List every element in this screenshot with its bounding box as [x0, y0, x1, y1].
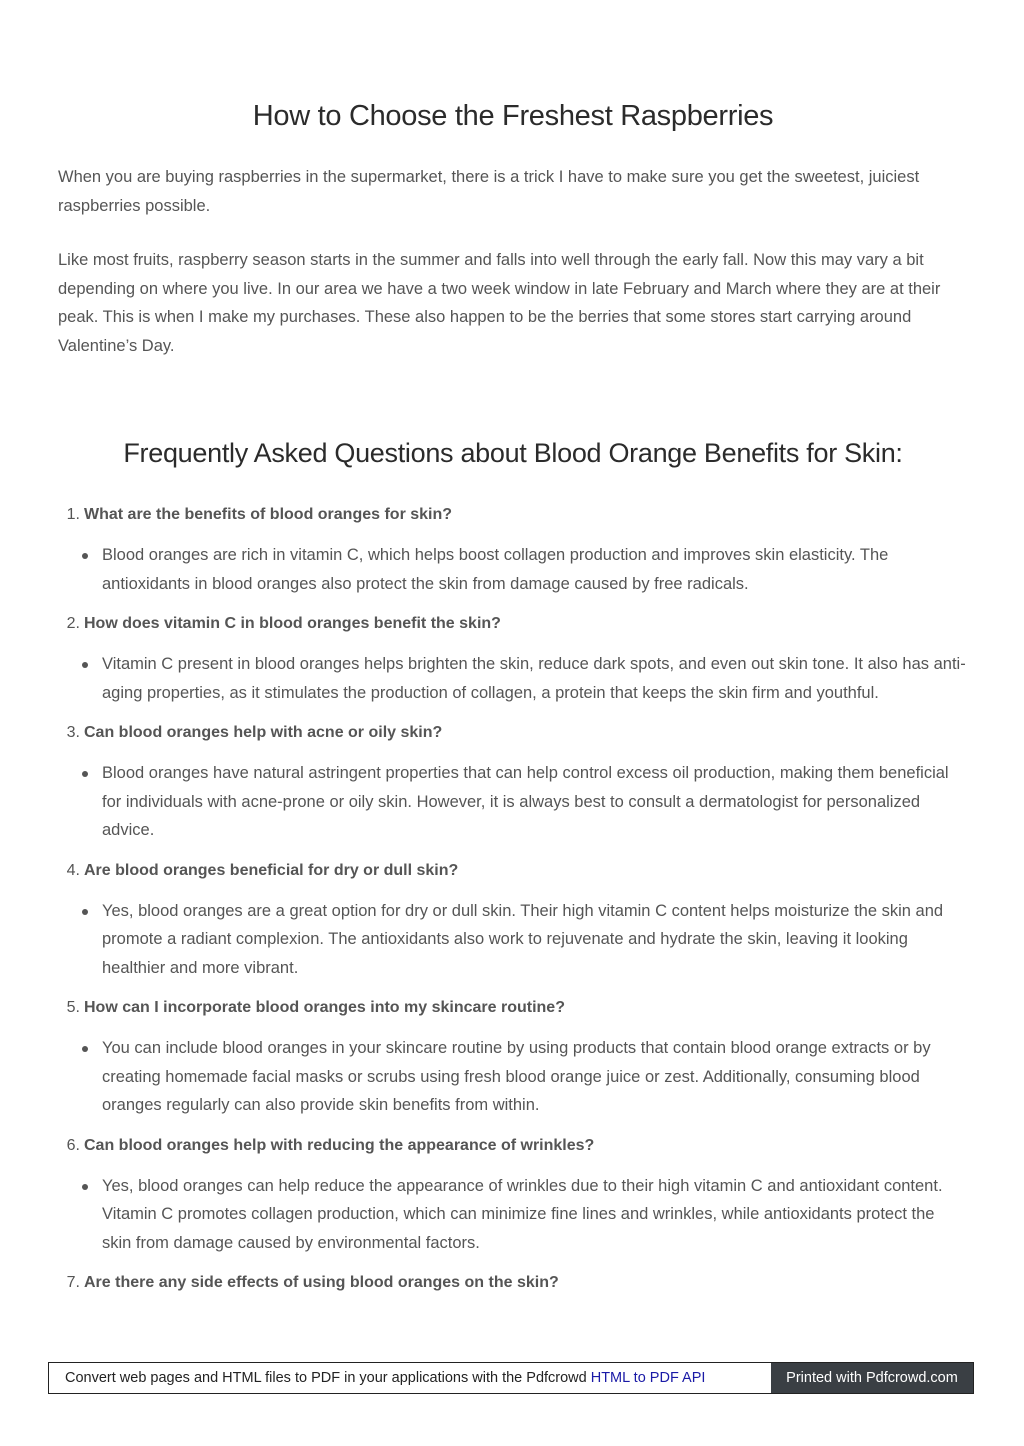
faq-item: [58, 610, 968, 707]
faq-question-text: Are there any side effects of using blood oranges on the skin?: [84, 1274, 559, 1291]
faq-answer-list: [58, 759, 968, 845]
faq-question-text: What are the benefits of blood oranges for skin?: [84, 506, 453, 523]
faq-answer-list: [58, 1034, 968, 1120]
bullet-icon: [82, 662, 88, 668]
faq-answer-text: Blood oranges have natural astringent properties that can help control excess oil production, making them beneficial for individuals with acne-prone or oily skin. However, it is always best to consult a dermatologist for personalized advice.: [102, 764, 949, 839]
bullet-icon: [82, 1184, 88, 1190]
faq-question-text: Can blood oranges help with acne or oily skin?: [84, 724, 443, 741]
faq-answer-list: [58, 1172, 968, 1258]
faq-question-number: 5.: [66, 999, 80, 1016]
faq-question-number: 7.: [66, 1274, 80, 1291]
faq-answer: [58, 1034, 968, 1120]
faq-heading: Frequently Asked Questions about Blood Orange Benefits for Skin:: [123, 438, 903, 468]
faq-item: [58, 994, 968, 1120]
faq-answer: [58, 1172, 968, 1258]
faq-item: [58, 719, 968, 845]
faq-answer: [58, 650, 968, 707]
faq-question-number: 6.: [66, 1136, 80, 1154]
faq-question-number: 1.: [66, 506, 80, 523]
footer-left: [49, 1363, 771, 1393]
bullet-icon: [82, 771, 88, 777]
faq-question-text: How can I incorporate blood oranges into my skincare routine?: [84, 999, 565, 1016]
faq-answer-text: Blood oranges are rich in vitamin C, which helps boost collagen production and improves skin elasticity. The antioxidants in blood oranges also protect the skin from damage caused by free radicals.: [102, 546, 889, 593]
pdfcrowd-footer: [48, 1362, 974, 1394]
faq-question-text: Can blood oranges help with reducing the appearance of wrinkles?: [84, 1136, 595, 1154]
intro-paragraph-2: Like most fruits, raspberry season starts in the summer and falls into well through the early fall. Now this may vary a bit depending on where you live. In our area we have a two week window in late February and March where they are at their peak. This is when I make my purchases. These also happen to be the berries that some stores start carrying around Valentine’s Day.: [58, 251, 941, 355]
faq-question-number: 3.: [66, 724, 80, 741]
bullet-icon: [82, 1046, 88, 1052]
document-content: [58, 100, 968, 1309]
bullet-icon: [82, 553, 88, 559]
faq-item: [58, 501, 968, 598]
faq-question: [58, 1132, 968, 1160]
faq-answer-list: [58, 650, 968, 707]
faq-answer-text: Yes, blood oranges can help reduce the appearance of wrinkles due to their high vitamin C and antioxidant content. Vitamin C promotes collagen production, which can minimize fine lines and wrinkles, while antioxidants protect the skin from damage caused by environmental factors.: [102, 1176, 943, 1252]
faq-answer-text: Yes, blood oranges are a great option for dry or dull skin. Their high vitamin C content helps moisturize the skin and promote a radiant complexion. The antioxidants also work to rejuvenate and hydrate the skin, leaving it looking healthier and more vibrant.: [102, 901, 944, 977]
faq-answer-text: Vitamin C present in blood oranges helps brighten the skin, reduce dark spots, and even out skin tone. It also has anti-aging properties, as it stimulates the production of collagen, a protein that keeps the skin firm and youthful.: [102, 655, 966, 702]
faq-question: [58, 610, 968, 638]
faq-item: [58, 857, 968, 983]
footer-right[interactable]: [771, 1363, 973, 1393]
faq-answer-list: [58, 897, 968, 983]
intro-paragraph-1: When you are buying raspberries in the supermarket, there is a trick I have to make sure you get the sweetest, juiciest raspberries possible.: [58, 168, 920, 215]
faq-question: [58, 719, 968, 747]
faq-question-text: How does vitamin C in blood oranges benefit the skin?: [84, 615, 501, 632]
faq-item: [58, 1132, 968, 1258]
html-to-pdf-api-link[interactable]: HTML to PDF API: [590, 1370, 706, 1386]
faq-question: [58, 501, 968, 529]
faq-answer-text: You can include blood oranges in your skincare routine by using products that contain blood orange extracts or by creating homemade facial masks or scrubs using fresh blood orange juice or zest. Additionally, consuming blood oranges regularly can also provide skin benefits from within.: [102, 1039, 931, 1114]
faq-item: [58, 1269, 968, 1297]
bullet-icon: [82, 909, 88, 915]
faq-answer: [58, 897, 968, 983]
faq-answer: [58, 759, 968, 845]
faq-answer: [58, 541, 968, 598]
article-title: How to Choose the Freshest Raspberries: [252, 100, 774, 132]
footer-left-text: Convert web pages and HTML files to PDF in your applications with the Pdfcrowd: [65, 1370, 587, 1386]
faq-question: [58, 994, 968, 1022]
faq-question-text: Are blood oranges beneficial for dry or dull skin?: [84, 861, 459, 879]
faq-question: [58, 1269, 968, 1297]
faq-answer-list: [58, 541, 968, 598]
printed-with-text: Printed with Pdfcrowd.com: [786, 1370, 958, 1386]
faq-list: [58, 501, 968, 1297]
faq-question-number: 4.: [66, 861, 80, 879]
faq-question: [58, 857, 968, 885]
faq-question-number: 2.: [66, 615, 80, 632]
